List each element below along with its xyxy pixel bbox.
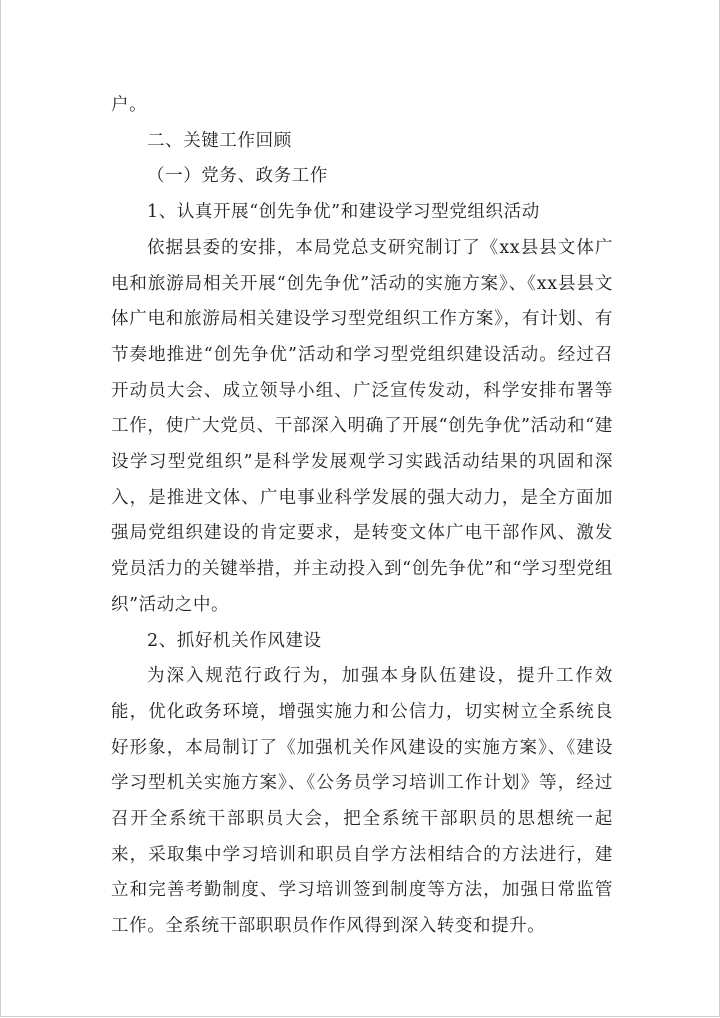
item2-heading: 2、抓好机关作风建设	[147, 630, 322, 651]
item2-paragraph: 为深入规范行政行为，加强本身队伍建设，提升工作效能，优化政务环境，增强实施力和公信力，切实树立全系统良好形象，本局制订了《加强机关作风建设的实施方案》、《建设学习型机关实施方案》、《公务员学习培训工作计划》等，经过召开全系统干部职员大会，把全系统干部职员的思想统一起来，采取集中学习培训和职员自学方法相结合的方法进行，建立和完善考勤制度、学习培训签到制度等方法，加强日常监管工作。全系统干部职职员作作风得到深入转变和提升。	[111, 666, 613, 937]
subsection-heading: （一）党务、政务工作	[147, 166, 328, 187]
item1-paragraph: 依据县委的安排，本局党总支研究制订了《xx县县文体广电和旅游局相关开展“创先争优”活动的实施方案》、《xx县县文体广电和旅游局相关建设学习型党组织工作方案》，有计划、有节奏地推进“创先争优”活动和学习型党组织建设活动。经过召开动员大会、成立领导小组、广泛宣传发动，科学安排布署等工作，使广大党员、干部深入明确了开展“创先争优”活动和“建设学习型党组织”是科学发展观学习实践活动结果的巩固和深入，是推进文体、广电事业科学发展的强大动力，是全方面加强局党组织建设的肯定要求，是转变文体广电干部作风、激发党员活力的关键举措，并主动投入到“创先争优”和“学习型党组织”活动之中。	[111, 237, 613, 615]
document-body	[111, 88, 613, 945]
continuation-text: 户。	[111, 95, 148, 115]
item1-heading: 1、认真开展“创先争优”和建设学习型党组织活动	[147, 202, 540, 223]
section-heading: 二、关键工作回顾	[147, 130, 292, 151]
